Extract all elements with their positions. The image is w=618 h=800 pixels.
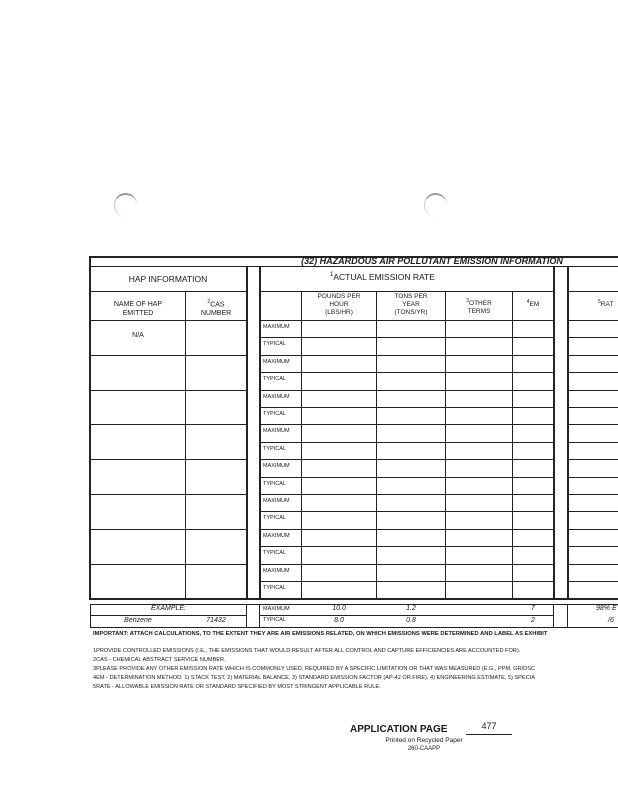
- pounds-per-hour-header: [302, 293, 376, 317]
- row-label: MAXIMUM: [263, 498, 290, 504]
- cas-header-line2: NUMBER: [200, 310, 232, 318]
- application-page-number: 477: [481, 721, 497, 731]
- row-divider: [260, 390, 553, 391]
- row-divider-right: [568, 337, 618, 338]
- actual-rate-title: [330, 272, 435, 282]
- row-label: MAXIMUM: [263, 393, 290, 400]
- row-divider: [260, 372, 553, 373]
- row-label: TYPICAL: [263, 480, 286, 487]
- row-divider: [260, 529, 553, 530]
- row-label: MAXIMUM: [263, 532, 290, 539]
- row-divider-right: [568, 442, 618, 443]
- example-max-label: MAXIMUM: [263, 606, 290, 612]
- example-max-lbs: 10.0: [332, 605, 346, 612]
- application-page-label: APPLICATION PAGE: [350, 724, 448, 735]
- tons-line1: TONS PER: [394, 293, 428, 300]
- example-max-em: 7: [531, 605, 535, 612]
- footnote-2: 2CAS - CHEMICAL ABSTRACT SERVICE NUMBER.: [93, 657, 226, 663]
- lbs-line1: POUNDS PER: [317, 293, 361, 300]
- section-title: (32) HAZARDOUS AIR POLLUTANT EMISSION INFORMATION: [301, 256, 563, 266]
- hap-info-title: HAP INFORMATION: [128, 274, 208, 284]
- footnote-5-marker: 5: [598, 299, 601, 305]
- row-divider: [260, 355, 553, 356]
- row-divider-right: [568, 581, 618, 582]
- example-rate-partial-1: 98% E: [596, 605, 617, 612]
- footnote-5: 5RATE - ALLOWABLE EMISSION RATE OR STANDARD SPECIFIED BY MOST STRINGENT APPLICABLE RULE.: [93, 684, 381, 690]
- em-label: EM: [529, 301, 540, 309]
- name-of-hap-header: [92, 300, 184, 318]
- footnote-1-marker: 1: [330, 272, 334, 279]
- row-divider: [260, 477, 553, 478]
- actual-rate-label: ACTUAL EMISSION RATE: [333, 272, 435, 282]
- other-line2: TERMS: [467, 308, 491, 316]
- rate-label: RAT: [600, 301, 614, 309]
- page-number-underline: [466, 734, 512, 735]
- row-divider-right: [568, 355, 618, 356]
- hap-row-divider: [90, 355, 247, 356]
- cas-label: CAS: [210, 301, 225, 309]
- form-code: 260-CAAPP: [407, 746, 441, 752]
- example-typ-em: 2: [531, 617, 535, 624]
- row-divider-right: [568, 459, 618, 460]
- row-divider: [260, 564, 553, 565]
- cas-header-line1: [186, 298, 246, 309]
- lbs-line3: (LBS/HR): [325, 309, 353, 316]
- row-divider: [260, 407, 553, 408]
- example-typ-lbs: 8.0: [334, 617, 344, 624]
- row-divider: [260, 581, 553, 582]
- row-label: TYPICAL: [263, 515, 286, 522]
- row-divider: [260, 511, 553, 512]
- row-label: TYPICAL: [263, 585, 286, 591]
- row-label: MAXIMUM: [263, 428, 290, 435]
- row-divider: [260, 494, 553, 495]
- row-divider: [260, 442, 553, 443]
- important-note: IMPORTANT: ATTACH CALCULATIONS, TO THE EXTENT THEY ARE AIR EMISSIONS RELATED, ON WHICH EMISSIONS WERE DETERMINED AND LABEL AS EXHIBIT: [93, 631, 548, 637]
- row-divider-right: [568, 494, 618, 495]
- example-typ-label: TYPICAL: [263, 617, 286, 623]
- row-divider-right: [568, 529, 618, 530]
- row-divider-right: [568, 564, 618, 565]
- row-divider: [260, 424, 553, 425]
- row-divider-right: [568, 511, 618, 512]
- hap-row-divider: [90, 494, 247, 495]
- row-label: TYPICAL: [263, 411, 286, 417]
- hap-name-value: N/A: [132, 332, 144, 339]
- row-divider-right: [568, 407, 618, 408]
- row-label: MAXIMUM: [263, 324, 290, 330]
- hap-row-divider: [90, 459, 247, 460]
- punch-hole-right: [424, 193, 447, 217]
- other-line1: [446, 297, 512, 308]
- lbs-line2: HOUR: [329, 301, 349, 308]
- row-label: TYPICAL: [263, 445, 286, 452]
- hap-row-divider: [90, 424, 247, 425]
- tons-per-year-header: [377, 293, 445, 317]
- row-divider-right: [568, 477, 618, 478]
- example-rate-partial-2: /6: [608, 617, 614, 624]
- example-max-tons: 1.2: [406, 605, 416, 612]
- hap-row-divider: [90, 564, 247, 565]
- example-typ-tons: 0.8: [406, 617, 416, 624]
- footnote-3-marker: 3: [466, 298, 470, 304]
- name-header-line2: EMITTED: [122, 310, 154, 317]
- hap-row-divider: [90, 390, 247, 391]
- row-label: MAXIMUM: [263, 358, 290, 365]
- punch-hole-left: [114, 193, 137, 217]
- other-label: OTHER: [469, 300, 492, 308]
- cas-number-header: [186, 298, 246, 318]
- footnote-1: 1PROVIDE CONTROLLED EMISSIONS (I.E., THE EMISSIONS THAT WOULD RESULT AFTER ALL CONTROL AND CAPTURE EFFICIENCIES ARE ACCOUNTED FOR).: [93, 648, 521, 654]
- row-divider-right: [568, 390, 618, 391]
- tons-line2: YEAR: [402, 301, 420, 308]
- row-label: TYPICAL: [263, 376, 286, 383]
- em-header: [513, 299, 553, 308]
- row-divider: [260, 459, 553, 460]
- footnote-2-marker: 2: [207, 299, 211, 305]
- row-divider-right: [568, 372, 618, 373]
- tons-line3: (TONS/YR): [394, 309, 428, 316]
- other-terms-header: [446, 297, 512, 316]
- example-label: EXAMPLE:: [150, 605, 186, 612]
- row-divider-right: [568, 424, 618, 425]
- row-label: MAXIMUM: [263, 567, 290, 574]
- footnote-3: 3PLEASE PROVIDE ANY OTHER EMISSION RATE WHICH IS COMMONLY USED, REQUIRED BY A SPECIFIC LIMITATION OR THAT WAS MEASURED (E.G., PPM, GR/DSC: [93, 666, 535, 672]
- row-divider: [260, 546, 553, 547]
- example-cas-number: 71432: [206, 617, 226, 624]
- row-divider-right: [568, 546, 618, 547]
- footnote-4-marker: 4: [526, 299, 530, 305]
- row-label: TYPICAL: [263, 341, 286, 348]
- row-label: TYPICAL: [263, 550, 286, 557]
- hap-row-divider: [90, 529, 247, 530]
- example-hap-name: Benzene: [124, 617, 152, 624]
- row-divider: [260, 337, 553, 338]
- rate-header: [598, 299, 613, 308]
- footnote-4: 4EM - DETERMINATION METHOD: 1) STACK TEST, 2) MATERIAL BALANCE, 3) STANDARD EMISSION FACTOR (AP-42 OR FIRE), 4) ENGINEERING ESTIMATE, 5) SPECIA: [93, 675, 535, 681]
- row-label: MAXIMUM: [263, 463, 290, 470]
- name-header-line1: NAME OF HAP: [113, 301, 163, 308]
- recycled-paper-note: Printed on Recycled Paper: [385, 737, 463, 744]
